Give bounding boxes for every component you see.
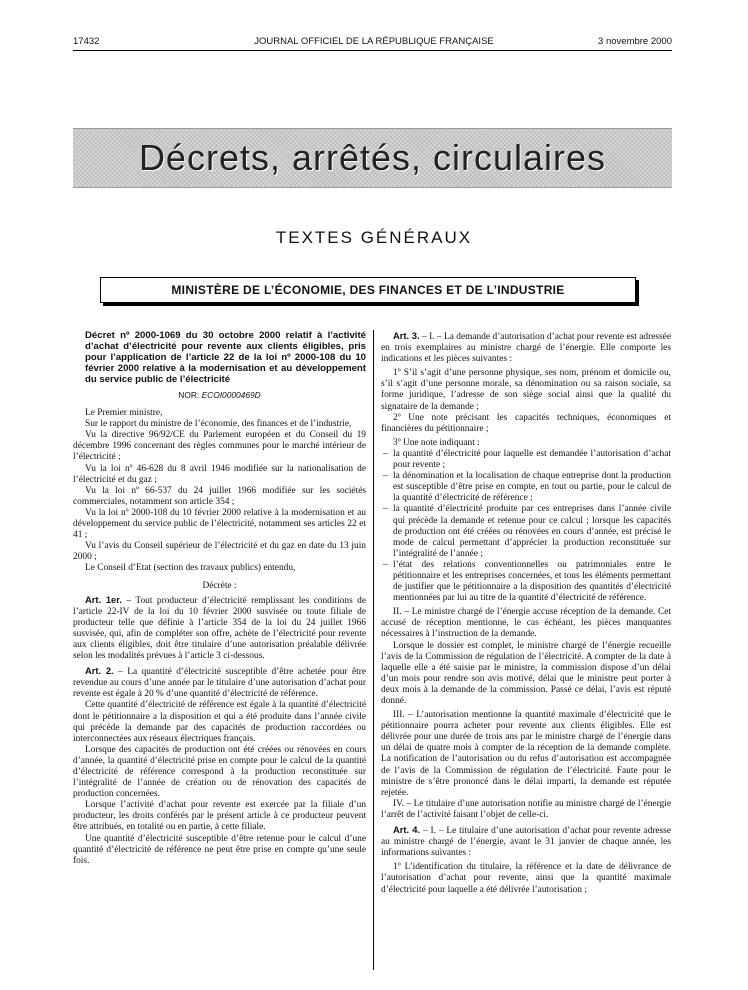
article-label: Art. 2. (85, 665, 114, 677)
article-2: Art. 2. – La quantité d’électricité susceptible d’être achetée pour être revendue au cours d’une année par le titulaire d’une autorisation d’achat pour revente est égale à 20 % d’une quantité d’électricité de référence. (73, 665, 366, 700)
issue-date: 3 novembre 2000 (598, 36, 672, 47)
dash-list (381, 449, 671, 604)
column-divider (373, 330, 374, 970)
dash-item: – la quantité d’électricité produite par ces entreprises dans l’année civile qui précède la demande et retenue pour ce calcul ; lorsque les capacités de production ont été créées ou rénovées en cours d’année, est précisé le mode de calcul permettant d’apprécier la production reconstituée sur l’intégralité de l’année ; (393, 504, 671, 559)
paragraph: Lorsque l’activité d’achat pour revente est exercée par la filiale d’un producteur, les droits conférés par le présent article à ce producteur peuvent être attribués, en totalité ou en partie, à cette filiale. (73, 800, 366, 833)
visa-line: Le Conseil d’Etat (section des travaux publics) entendu, (85, 563, 296, 574)
paragraph: IV. – Le titulaire d’une autorisation notifie au ministre chargé de l’énergie l’arrêt de l’activité faisant l’objet de celle-ci. (381, 798, 671, 820)
paragraph: II. – Le ministre chargé de l’énergie accuse réception de la demande. Cet accusé de réception mentionne, le cas échéant, les pièces manquantes nécessaires à l’instruction de la demande. (381, 607, 671, 640)
dash-item: – l’état des relations conventionnelles ou patrimoniales entre le pétitionnaire et les entreprises concernées, et tous les éléments permettant de justifier que le pétitionnaire a la disposition des quantités d’électricité mentionnées par lui au titre de la quantité d’électricité de référence. (393, 560, 671, 604)
banner-title: Décrets, arrêtés, circulaires (138, 137, 607, 178)
list-item: 3º Une note indiquant : (393, 437, 480, 448)
journal-title: JOURNAL OFFICIEL DE LA RÉPUBLIQUE FRANÇAISE (254, 36, 494, 47)
list-item: 2º Une note précisant les capacités techniques, économiques et financières du pétitionnaire ; (381, 412, 671, 434)
header-rule (73, 50, 672, 51)
paragraph: Lorsque le dossier est complet, le ministre chargé de l’énergie recueille l’avis de la Commission de régulation de l’électricité. A compter de la date à laquelle elle a été saisie par le ministre, la commission dispose d’un délai d’un mois pour rendre son avis motivé, délai que le ministre peut porter à deux mois à la demande de la commission. Passé ce délai, l’avis est réputé donné. (381, 640, 671, 706)
ministry-box: MINISTÈRE DE L’ÉCONOMIE, DES FINANCES ET DE L’INDUSTRIE (100, 277, 636, 303)
page-number: 17432 (73, 36, 100, 47)
section-heading: TEXTES GÉNÉRAUX (275, 228, 473, 247)
visa-line: Vu la loi nº 46-628 du 8 avril 1946 modifiée sur la nationalisation de l’électricité et du gaz ; (73, 463, 366, 485)
article-4: Art. 4. – I. – Le titulaire d’une autorisation d’achat pour revente adresse au ministre chargé de l’énergie, avant le 31 janvier de chaque année, les informations suivantes : (381, 824, 671, 859)
dash-item: – la quantité d’électricité pour laquelle est demandée l’autorisation d’achat pour revente ; (393, 449, 671, 471)
left-column (73, 330, 366, 867)
paragraph: Lorsque des capacités de production ont été créées ou rénovées en cours d’année, la quantité d’électricité prise en compte pour le calcul de la quantité d’électricité de référence correspond à la production reconstituée sur l’intégralité de l’année de création ou de rénovation des capacités de production concernées. (73, 744, 366, 800)
visa-line: Le Premier ministre, (85, 408, 163, 419)
visa-line: Vu la loi nº 2000-108 du 10 février 2000 relative à la modernisation et au développement du service public de l’électricité, notamment ses articles 22 et 41 ; (73, 507, 366, 541)
dash-item: – la dénomination et la localisation de chaque entreprise dont la production est susceptible d’être prise en compte, en tout ou partie, pour le calcul de la quantité d’électricité de référence ; (393, 471, 671, 504)
article-label: Art. 4. (393, 824, 421, 836)
decrete-heading: Décrète : (202, 580, 237, 591)
list-item: 1º L’identification du titulaire, la référence et la date de délivrance de l’autorisation d’achat pour revente, ainsi que la quantité maximale d’électricité pour laquelle a été délivrée l’autorisation ; (381, 862, 671, 895)
visa-line: Vu la directive 96/92/CE du Parlement européen et du Conseil du 19 décembre 1996 concernant des règles communes pour le marché intérieur de l’électricité ; (73, 430, 366, 463)
paragraph: Cette quantité d’électricité de référence est égale à la quantité d’électricité dont le pétitionnaire a la disposition et qui a été produite dans l’année civile qui précède la demande par des capacités de production raccordées ou interconnectées aux réseaux électriques français. (73, 700, 366, 744)
visa-line: Sur le rapport du ministre de l’économie, des finances et de l’industrie, (85, 419, 352, 430)
article-1: Art. 1er. – Tout producteur d’électricité remplissant les conditions de l’article 22-IV de la loi du 10 février 2000 susvisée ou toute filiale de producteur telle que définie à l’article 354 de la loi du 24 juillet 1966 susvisée, qui, afin de compléter son offre, achète de l’électricité pour revente aux clients éligibles, doit être titulaire d’une autorisation préalable délivrée selon les modalités prévues à l’article 3 ci-dessous. (73, 593, 366, 662)
paragraph: III. – L’autorisation mentionne la quantité maximale d’électricité que le pétitionnaire pourra acheter pour revente aux clients éligibles. Elle est délivrée pour une durée de trois ans par le ministre chargé de l’énergie dans un délai de quatre mois à compter de la réception de la demande complète. La notification de l’autorisation ou du refus d’autorisation est accompagnée de l’avis de la Commission de régulation de l’électricité. Faute pour le ministre de s’être prononcé dans le délai imparti, la demande est réputée rejetée. (381, 710, 671, 798)
article-label: Art. 3. (393, 330, 420, 341)
list-item: 1º S’il s’agit d’une personne physique, ses nom, prénom et domicile ou, s’il s’agit d’une personne morale, sa dénomination ou sa raison sociale, sa forme juridique, l’adresse de son siège social ainsi que la qualité du signataire de la demande ; (381, 368, 671, 412)
visa-line: Vu la loi nº 66-537 du 24 juillet 1966 modifiée sur les sociétés commerciales, notamment son article 354 ; (73, 485, 366, 507)
section-banner (73, 128, 672, 188)
article-3: Art. 3. – I. – La demande d’autorisation d’achat pour revente est adressée en trois exemplaires au ministre chargé de l’énergie. Elle comporte les indications et les pièces suivantes : (381, 330, 671, 365)
visa-line: Vu l’avis du Conseil supérieur de l’électricité et du gaz en date du 13 juin 2000 ; (73, 541, 366, 563)
right-column (381, 330, 671, 896)
nor-code: ECOI0000469D (201, 390, 261, 400)
article-label: Art. 1er. (85, 593, 123, 605)
decree-title: Décret nº 2000-1069 du 30 octobre 2000 relatif à l’activité d’achat d’électricité pour revente aux clients éligibles, pris pour l’application de l’article 22 de la loi nº 2000-108 du 10 février 2000 relative à la modernisation et au développement du service public de l’électricité (85, 330, 366, 385)
nor-reference: NOR: ECOI0000469D (178, 390, 261, 400)
paragraph: Une quantité d’électricité susceptible d’être retenue pour le calcul d’une quantité d’électricité de référence ne peut être prise en compte qu’une seule fois. (73, 833, 366, 866)
